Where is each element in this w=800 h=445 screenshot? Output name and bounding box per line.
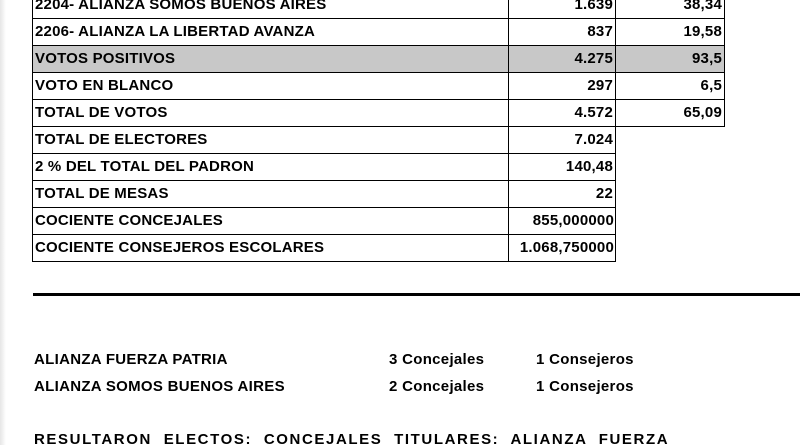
table-row bbox=[33, 73, 725, 100]
empty-cell bbox=[616, 181, 725, 208]
row-percentage: 19,58 bbox=[616, 19, 725, 46]
row-label: 2 % DEL TOTAL DEL PADRON bbox=[33, 154, 509, 181]
row-label: VOTO EN BLANCO bbox=[33, 73, 509, 100]
allocation-consejeros: 1 Consejeros bbox=[536, 378, 634, 395]
table-row bbox=[33, 208, 725, 235]
row-votes: 140,48 bbox=[509, 154, 616, 181]
row-votes: 837 bbox=[509, 19, 616, 46]
row-votes: 1.068,750000 bbox=[509, 235, 616, 262]
row-percentage: 65,09 bbox=[616, 100, 725, 127]
row-label: 2206- ALIANZA LA LIBERTAD AVANZA bbox=[33, 19, 509, 46]
table-row bbox=[33, 235, 725, 262]
table-row bbox=[33, 0, 725, 19]
table-row bbox=[33, 100, 725, 127]
allocation-party: ALIANZA FUERZA PATRIA bbox=[34, 351, 228, 368]
row-votes: 7.024 bbox=[509, 127, 616, 154]
table-row bbox=[33, 154, 725, 181]
row-votes: 297 bbox=[509, 73, 616, 100]
section-divider bbox=[33, 293, 800, 296]
empty-cell bbox=[616, 154, 725, 181]
page-edge bbox=[0, 0, 6, 445]
allocation-concejales: 2 Concejales bbox=[389, 378, 485, 395]
row-votes: 4.275 bbox=[509, 46, 616, 73]
table-row bbox=[33, 127, 725, 154]
row-label: TOTAL DE ELECTORES bbox=[33, 127, 509, 154]
elected-heading: RESULTARON ELECTOS: CONCEJALES TITULARES: ALIANZA FUERZA bbox=[34, 431, 670, 445]
row-label: COCIENTE CONSEJEROS ESCOLARES bbox=[33, 235, 509, 262]
empty-cell bbox=[616, 127, 725, 154]
row-label: TOTAL DE VOTOS bbox=[33, 100, 509, 127]
results-table bbox=[32, 0, 725, 262]
row-votes: 22 bbox=[509, 181, 616, 208]
row-percentage: 6,5 bbox=[616, 73, 725, 100]
empty-cell bbox=[616, 208, 725, 235]
table-row bbox=[33, 181, 725, 208]
row-label: COCIENTE CONCEJALES bbox=[33, 208, 509, 235]
allocation-party: ALIANZA SOMOS BUENOS AIRES bbox=[34, 378, 285, 395]
table-row-highlighted bbox=[33, 46, 725, 73]
row-votes: 4.572 bbox=[509, 100, 616, 127]
row-label: TOTAL DE MESAS bbox=[33, 181, 509, 208]
empty-cell bbox=[616, 235, 725, 262]
row-percentage: 93,5 bbox=[616, 46, 725, 73]
allocation-consejeros: 1 Consejeros bbox=[536, 351, 634, 368]
row-label: VOTOS POSITIVOS bbox=[33, 46, 509, 73]
row-percentage: 38,34 bbox=[616, 0, 725, 19]
row-votes: 855,000000 bbox=[509, 208, 616, 235]
row-votes: 1.639 bbox=[509, 0, 616, 19]
row-label: 2204- ALIANZA SOMOS BUENOS AIRES bbox=[33, 0, 509, 19]
allocation-concejales: 3 Concejales bbox=[389, 351, 485, 368]
table-row bbox=[33, 19, 725, 46]
